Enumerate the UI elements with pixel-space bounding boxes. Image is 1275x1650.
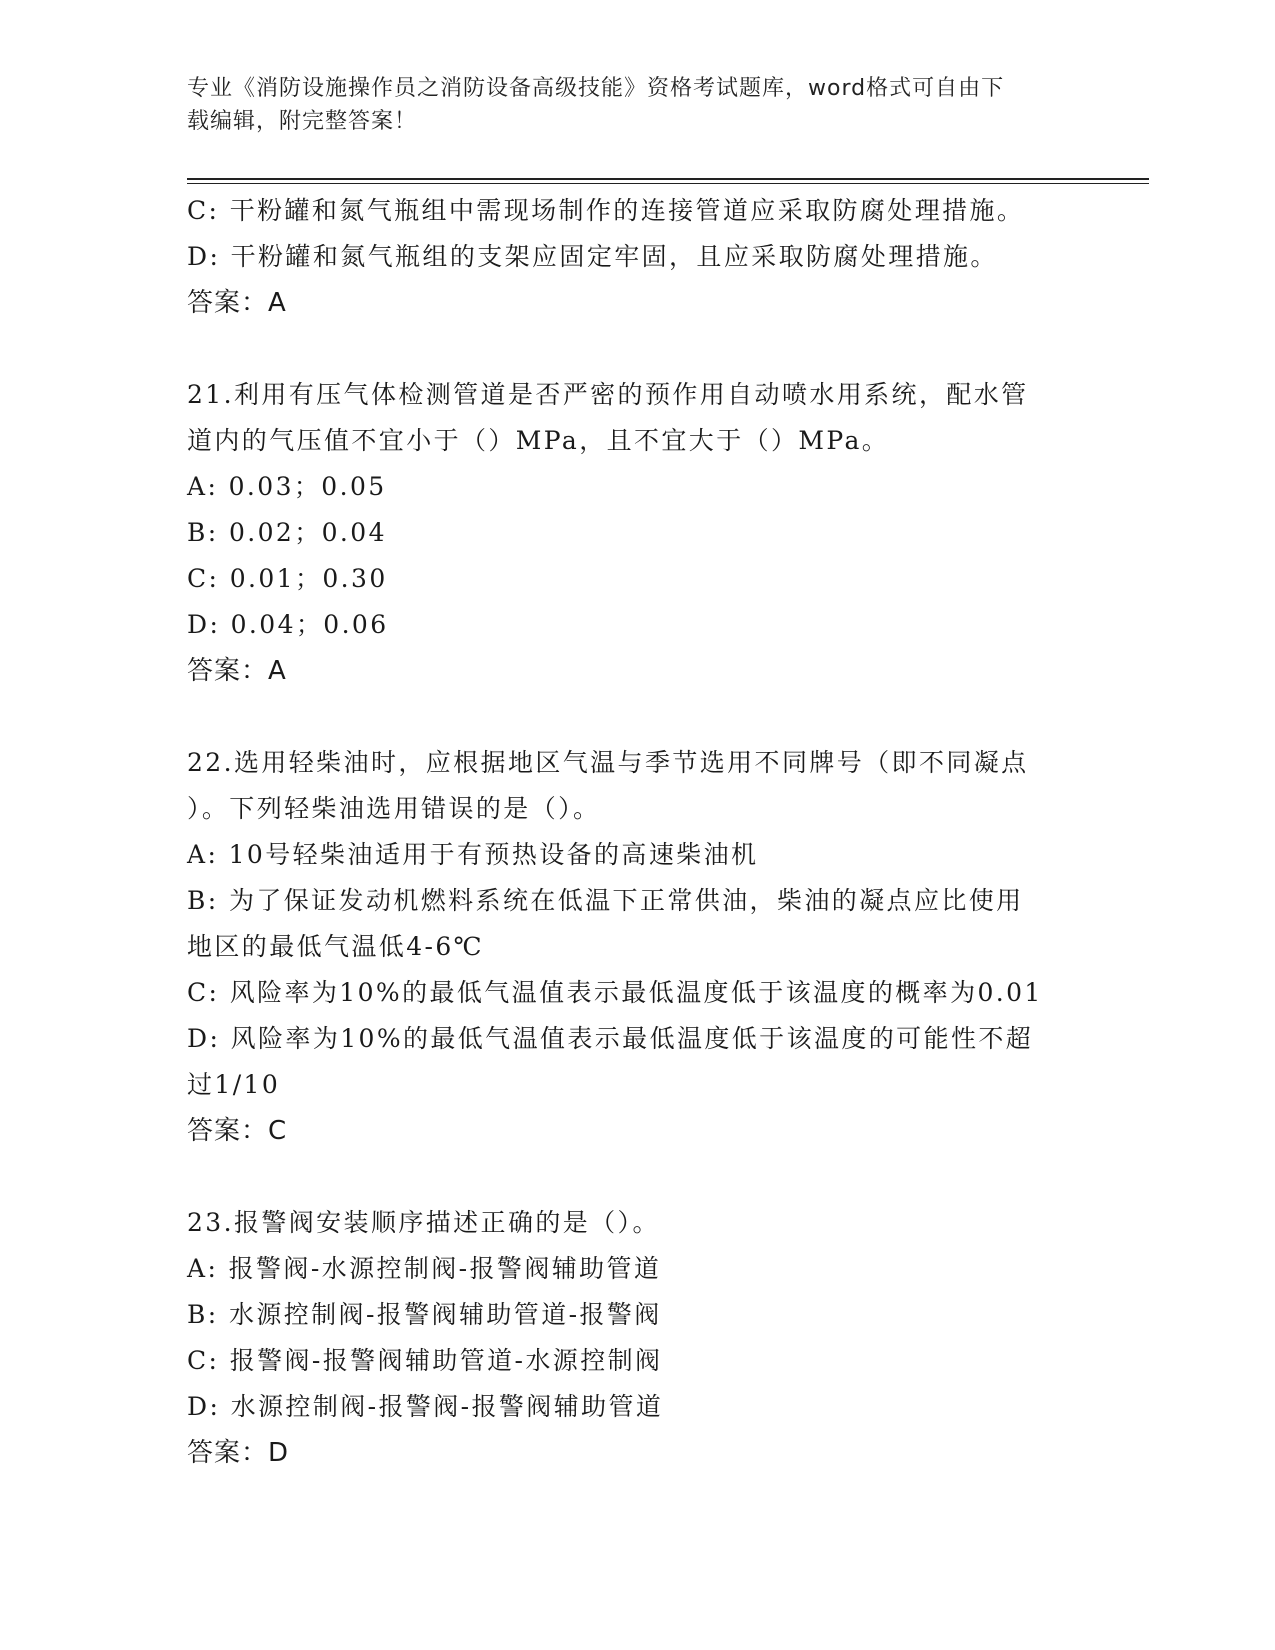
option-b: B: 水源控制阀-报警阀辅助管道-报警阀 xyxy=(187,1300,662,1329)
spacer xyxy=(187,694,1087,740)
question-block-21 xyxy=(187,372,1087,694)
question-block-prev xyxy=(187,188,1087,326)
option-b-continued: 地区的最低气温低4-6℃ xyxy=(187,932,485,961)
spacer xyxy=(187,1154,1087,1200)
option-c: C: 干粉罐和氮气瓶组中需现场制作的连接管道应采取防腐处理措施。 xyxy=(187,196,1025,225)
page-header xyxy=(187,72,1067,138)
question-stem-continued: 道内的气压值不宜小于（）MPa，且不宜大于（）MPa。 xyxy=(187,426,890,455)
header-divider-thin xyxy=(187,183,1149,184)
option-c: C: 0.01；0.30 xyxy=(187,564,388,593)
question-block-23 xyxy=(187,1200,1087,1476)
question-stem-continued: ）。下列轻柴油选用错误的是（）。 xyxy=(187,794,601,823)
question-block-22 xyxy=(187,740,1087,1154)
option-d-continued: 过1/10 xyxy=(187,1070,281,1099)
option-b: B: 为了保证发动机燃料系统在低温下正常供油，柴油的凝点应比使用 xyxy=(187,886,1024,915)
answer-label: 答案：A xyxy=(187,656,287,686)
question-stem: 22.选用轻柴油时，应根据地区气温与季节选用不同牌号（即不同凝点 xyxy=(187,748,1029,777)
option-a: A: 0.03；0.05 xyxy=(187,472,387,501)
answer-label: 答案：A xyxy=(187,288,287,318)
spacer xyxy=(187,326,1087,372)
answer-label: 答案：C xyxy=(187,1116,288,1146)
answer-label: 答案：D xyxy=(187,1438,290,1468)
option-d: D: 干粉罐和氮气瓶组的支架应固定牢固，且应采取防腐处理措施。 xyxy=(187,242,998,271)
header-line-1: 专业《消防设施操作员之消防设备高级技能》资格考试题库，word格式可自由下 xyxy=(187,76,1005,101)
question-stem: 21.利用有压气体检测管道是否严密的预作用自动喷水用系统，配水管 xyxy=(187,380,1029,409)
option-c: C: 报警阀-报警阀辅助管道-水源控制阀 xyxy=(187,1346,663,1375)
option-d: D: 风险率为10%的最低气温值表示最低温度低于该温度的可能性不超 xyxy=(187,1024,1034,1053)
option-d: D: 0.04；0.06 xyxy=(187,610,389,639)
option-b: B: 0.02；0.04 xyxy=(187,518,387,547)
question-list xyxy=(187,188,1087,1476)
option-a: A: 报警阀-水源控制阀-报警阀辅助管道 xyxy=(187,1254,662,1283)
option-c: C: 风险率为10%的最低气温值表示最低温度低于该温度的概率为0.01 xyxy=(187,978,1043,1007)
question-stem: 23.报警阀安装顺序描述正确的是（）。 xyxy=(187,1208,660,1237)
header-divider-thick xyxy=(187,178,1149,180)
header-line-2: 载编辑，附完整答案！ xyxy=(187,109,418,134)
option-a: A: 10号轻柴油适用于有预热设备的高速柴油机 xyxy=(187,840,759,869)
option-d: D: 水源控制阀-报警阀-报警阀辅助管道 xyxy=(187,1392,664,1421)
